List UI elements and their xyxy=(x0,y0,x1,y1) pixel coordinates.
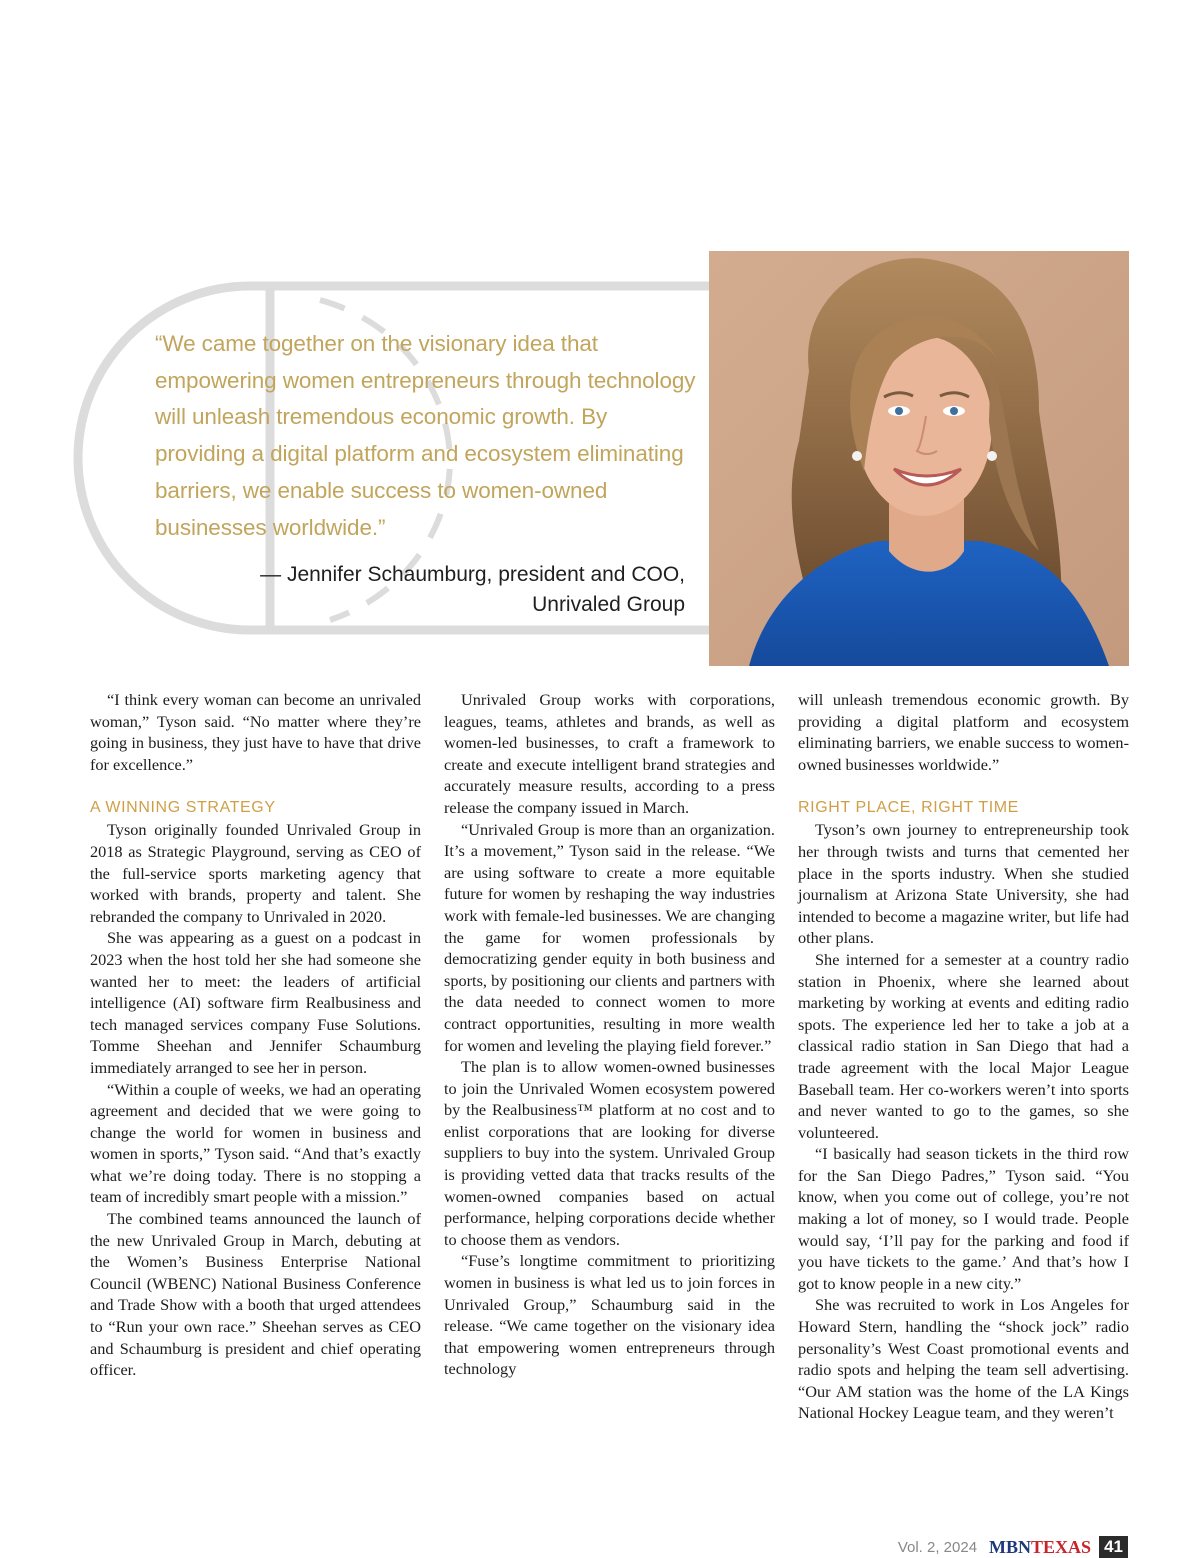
paragraph: The combined teams announced the launch of the new Unrivaled Group in March, debuting at the Women’s Business Enterprise National Council (WBENC) National Business Conference and Trade Show with a booth that urged attendees to “Run your own race.” Sheehan serves as CEO and Schaumburg is president and chief operating officer. xyxy=(90,1209,421,1380)
brand-mbn: MBN xyxy=(989,1536,1032,1557)
paragraph: She was recruited to work in Los Angeles for Howard Stern, handling the “shock jock” radio personality’s West Coast promotional events and radio spots and helping the team sell advertising. “Our AM station was the home of the LA Kings National Hockey League team, and they weren’t xyxy=(798,1295,1129,1423)
paragraph: Unrivaled Group works with corporations, leagues, teams, athletes and brands, as well as women-led businesses, to craft a framework to create and execute intelligent brand strategies and accurately measure results, according to a press release the company issued in March. xyxy=(444,690,775,817)
paragraph: will unleash tremendous economic growth. By providing a digital platform and ecosystem eliminating barriers, we enable success to women-owned businesses worldwide.” xyxy=(798,690,1129,774)
pull-quote-block xyxy=(155,326,700,620)
paragraph: “Fuse’s longtime commitment to prioritizing women in business is what led us to join forces in Unrivaled Group,” Schaumburg said in the release. “We came together on the visionary idea that empowering women entrepreneurs through technology xyxy=(444,1251,775,1379)
paragraph: “I basically had season tickets in the third row for the San Diego Padres,” Tyson said. “You know, when you come out of college, you’re not making a lot of money, so I would trade. People would say, ‘I’ll pay for the parking and food if you have tickets to the game.’ And that’s how I got to know people in a new city.” xyxy=(798,1144,1129,1293)
article-column-1 xyxy=(90,689,421,1381)
page-number: 41 xyxy=(1099,1536,1128,1558)
paragraph: She was appearing as a guest on a podcast in 2023 when the host told her she had someone she wanted her to meet: the leaders of artificial intelligence (AI) software firm Realbusiness and tech managed services company Fuse Solutions. Tomme Sheehan and Jennifer Schaumburg immediately arranged to see her in person. xyxy=(90,928,421,1077)
paragraph: “Unrivaled Group is more than an organization. It’s a movement,” Tyson said in the release. “We are using software to create a more equitable future for women by reshaping the way industries work with female-led businesses. We are changing the game for women professionals by democratizing gender equity in both business and sports, by positioning our clients and partners with the data needed to connect women to more contract opportunities, resulting in more wealth for women and leveling the playing field forever.” xyxy=(444,819,775,1055)
section-heading: RIGHT PLACE, RIGHT TIME xyxy=(798,799,1019,817)
paragraph: She interned for a semester at a country radio station in Phoenix, where she learned about marketing by working at events and editing radio spots. The experience led her to take a job at a classical radio station in San Diego that had a trade agreement with the local Major League Baseball team. Her co-workers weren’t into sports and never wanted to go to the games, so she volunteered. xyxy=(798,949,1129,1142)
paragraph: “I think every woman can become an unrivaled woman,” Tyson said. “No matter where they’re going in business, they just have to have that drive for excellence.” xyxy=(90,690,421,774)
page-footer xyxy=(898,1536,1128,1558)
article-column-3 xyxy=(798,689,1129,1424)
pull-quote: “We came together on the visionary idea that empowering women entrepreneurs through technology will unleash tremendous economic growth. By providing a digital platform and ecosystem eliminating barriers, we enable success to women-owned businesses worldwide.” xyxy=(155,331,696,540)
paragraph: Tyson’s own journey to entrepreneurship took her through twists and turns that cemented her place in the sports industry. When she studied journalism at Arizona State University, she had intended to become a magazine writer, but life had other plans. xyxy=(798,820,1129,948)
section-heading: A WINNING STRATEGY xyxy=(90,799,276,817)
paragraph: The plan is to allow women-owned businesses to join the Unrivaled Women ecosystem powered by the Realbusiness™ platform at no cost and to enlist corporations that are looking for diverse suppliers to buy into the system. Unrivaled Group is providing vetted data that tracks results of the women-owned companies based on actual performance, helping corporations decide whether to choose them as vendors. xyxy=(444,1057,775,1249)
portrait-photo xyxy=(709,251,1129,666)
pull-quote-attribution xyxy=(155,560,700,620)
volume-label: Vol. 2, 2024 xyxy=(897,1538,978,1556)
brand-texas: TEXAS xyxy=(1031,1536,1092,1557)
paragraph: Tyson originally founded Unrivaled Group in 2018 as Strategic Playground, serving as CEO of the full-service sports marketing agency that worked with brands, property and talent. She rebranded the company to Unrivaled in 2020. xyxy=(90,820,421,926)
article-column-2 xyxy=(444,689,775,1380)
attribution-line-2: Unrivaled Group xyxy=(532,593,685,617)
attribution-line-1: — Jennifer Schaumburg, president and COO, xyxy=(260,563,685,587)
paragraph: “Within a couple of weeks, we had an operating agreement and decided that we were going to change the world for women in business and women in sports,” Tyson said. “And that’s exactly what we’re doing today. There is no stopping a team of incredibly smart people with a mission.” xyxy=(90,1079,421,1207)
